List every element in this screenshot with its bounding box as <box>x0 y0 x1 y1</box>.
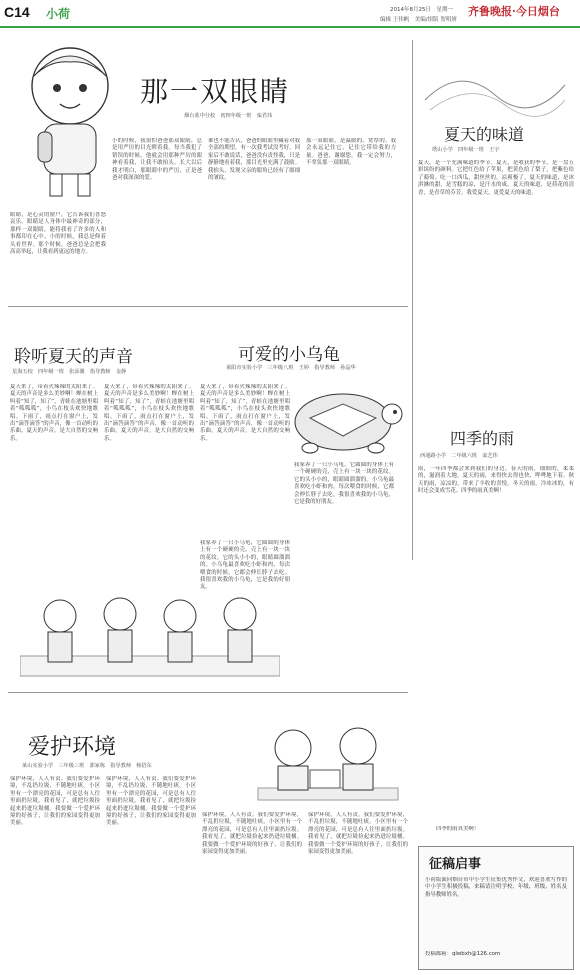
article-text: 雨，一年四季都会来到我们的身边。春天的雨，细细的，柔柔的，滋润着大地。夏天的雨，来得快去得也快，哗哗地下着。秋天的雨，凉凉的，带来了丰收的喜悦。冬天的雨，冷冰冰的，有时还会变成雪花。四季的雨真美啊！ <box>418 466 574 495</box>
article-text: 小的时候，我很怕爸爸那双眼睛，总是用严厉的目光瞪着我。每当我犯了错误的时候，他就会用那种严厉的眼神看着我，让我不敢抬头。长大以后我才明白，那眼睛中的严厉，正是爸爸对我深深的爱。 <box>112 138 202 182</box>
header-rule <box>0 26 580 28</box>
page-number: C14 <box>4 4 30 20</box>
article-byline: 西通路小学 二年级六班 栾艺伟 <box>420 453 498 459</box>
article-text: 夏天来了，带着火辣辣的太阳来了。夏天的声音是多么美妙啊！蝉在树上叫着“知了，知了”，青蛙在池塘里唱着“呱呱呱”，小鸟在枝头欢快地歌唱。下雨了，雨点打在窗户上，发出“滴答滴答”的声音，像一首动听的乐曲。夏天的声音，是大自然的交响乐。 <box>200 384 290 442</box>
article-title: 夏天的味道 <box>444 125 525 144</box>
article-ending: 四季的雨真美啊！ <box>436 826 480 832</box>
article-text: 夏天，是一个充满味道的季节。夏天，是收获的季节，是一盘五彩缤纷的颜料。它把红色给了苹果，把黄色给了梨子，把紫色给了葡萄。吃一口西瓜，甜丝丝的，凉爽极了。夏天的味道，是冰淇淋的甜，是雪糕的凉，是汗水的咸。夏天的味道，是荷花的清香，是青草的芬芳。我爱夏天，更爱夏天的味道。 <box>418 160 574 196</box>
article-text: 保护环境，人人有责。我们要爱护环境，不乱扔垃圾，不随地吐痰。小区里有一个漂亮的花园，可是总有人往里面扔垃圾。我看见了，就把垃圾捡起来扔进垃圾桶。我要做一个爱护环境的好孩子，让我们的家园变得更加美丽。 <box>308 812 408 856</box>
notice-box <box>418 846 574 970</box>
article-byline: 塔山小学 四年级一班 王宇 <box>432 147 500 153</box>
article-byline: 莱山实验小学 三年级三班 郭家栋 指导教师 杨招东 <box>22 763 152 769</box>
page-header <box>0 0 580 30</box>
editors-line: 编辑 王伟帆 美编/组版 贺明妍 <box>380 17 457 23</box>
notice-email: 投稿邮箱：qlwbxh@126.com <box>425 951 501 957</box>
illustration-turtle <box>280 374 406 458</box>
article-text: 我家养了一只小乌龟，它圆圆的身体上有一个硬硬的壳，壳上有一块一块的花纹。它的头小小的，眼睛圆溜溜的。小乌龟最喜欢吃小虾和肉，每次喂食的时候，它都会伸长脖子去吃。我很喜欢我的小乌龟，它是我的好朋友。 <box>294 462 394 506</box>
notice-title: 征稿启事 <box>429 857 482 872</box>
divider <box>8 306 408 307</box>
divider <box>8 692 408 693</box>
article-title: 爱护环境 <box>28 735 117 760</box>
issue-date: 2014年8月25日 星期一 <box>390 7 453 13</box>
article-text: 夏天来了，带着火辣辣的太阳来了。夏天的声音是多么美妙啊！蝉在树上叫着“知了，知了”，青蛙在池塘里唱着“呱呱呱”，小鸟在枝头欢快地歌唱。下雨了，雨点打在窗户上，发出“滴答滴答”的声音，像一首动听的乐曲。夏天的声音，是大自然的交响乐。 <box>104 384 194 442</box>
swirl-decoration <box>420 60 570 120</box>
masthead: 齐鲁晚报·今日烟台 <box>468 5 560 18</box>
article-text: 保护环境，人人有责。我们要爱护环境，不乱扔垃圾，不随地吐痰。小区里有一个漂亮的花园，可是总有人往里面扔垃圾。我看见了，就把垃圾捡起来扔进垃圾桶。我要做一个爱护环境的好孩子，让我们的家园变得更加美丽。 <box>106 776 196 827</box>
article-byline: 星海五校 四年级一班 张添翼 指导教师 金静 <box>12 369 127 375</box>
notice-text: 小荷版面向烟台市中小学生征集优秀作文，欢迎喜欢写作的中小学生积极投稿，来稿请注明学校、年级、班级、姓名及指导教师姓名。 <box>425 877 567 898</box>
article-text: 保护环境，人人有责。我们要爱护环境，不乱扔垃圾，不随地吐痰。小区里有一个漂亮的花园，可是总有人往里面扔垃圾。我看见了，就把垃圾捡起来扔进垃圾桶。我要做一个爱护环境的好孩子，让我们的家园变得更加美丽。 <box>10 776 100 827</box>
section-name: 小荷 <box>46 7 71 21</box>
article-title: 那一双眼睛 <box>140 75 291 108</box>
article-text: 眼睛，是心灵的窗户，它告诉我们喜怒哀乐。眼睛是人身体中最神奇的部分，那样一双眼睛，能将我看了许多的人和事都印在心中。小的时候，我总是仰着头看世界。那个时候，爸爸总是会把我高高举起，让我看到更远的地方。 <box>10 212 106 256</box>
article-text: 那一双眼睛，是温暖的、宽厚的。我会永远记住它，记住它带给我的力量。爸爸，谢谢您，我一定会努力，不辜负那一双眼睛。 <box>306 138 396 167</box>
article-text: 夏天来了，带着火辣辣的太阳来了。夏天的声音是多么美妙啊！蝉在树上叫着“知了，知了”，青蛙在池塘里唱着“呱呱呱”，小鸟在枝头欢快地歌唱。下雨了，雨点打在窗户上，发出“滴答滴答”的声音，像一首动听的乐曲。夏天的声音，是大自然的交响乐。 <box>10 384 98 442</box>
article-text: 我家养了一只小乌龟，它圆圆的身体上有一个硬硬的壳，壳上有一块一块的花纹。它的头小小的，眼睛圆溜溜的。小乌龟最喜欢吃小虾和肉，每次喂食的时候，它都会伸长脖子去吃。我很喜欢我的小乌龟，它是我的好朋友。 <box>200 540 290 591</box>
article-title: 可爱的小乌龟 <box>238 345 340 365</box>
divider <box>412 40 413 560</box>
article-byline: 烟台蓝中分校 初四年级一班 栾君玮 <box>184 113 273 119</box>
illustration-kids-reading <box>248 708 408 818</box>
article-byline: 莱阳市实验小学 三年级八班 王婷 指导教师 孙晶华 <box>226 365 356 371</box>
article-text: 谁也不能否认，爸爸的眼睛里藏着对我全部的期望。有一次我考试没考好，回家后不敢说话，爸爸没有责怪我，只是静静地看着我，那目光里充满了鼓励。我抬头，发现父亲的眼角已经有了细细的皱纹。 <box>208 138 300 182</box>
article-title: 聆听夏天的声音 <box>14 347 133 367</box>
article-text: 保护环境，人人有责。我们要爱护环境，不乱扔垃圾，不随地吐痰。小区里有一个漂亮的花园，可是总有人往里面扔垃圾。我看见了，就把垃圾捡起来扔进垃圾桶。我要做一个爱护环境的好孩子，让我们的家园变得更加美丽。 <box>202 812 302 856</box>
article-title: 四季的雨 <box>450 429 515 448</box>
